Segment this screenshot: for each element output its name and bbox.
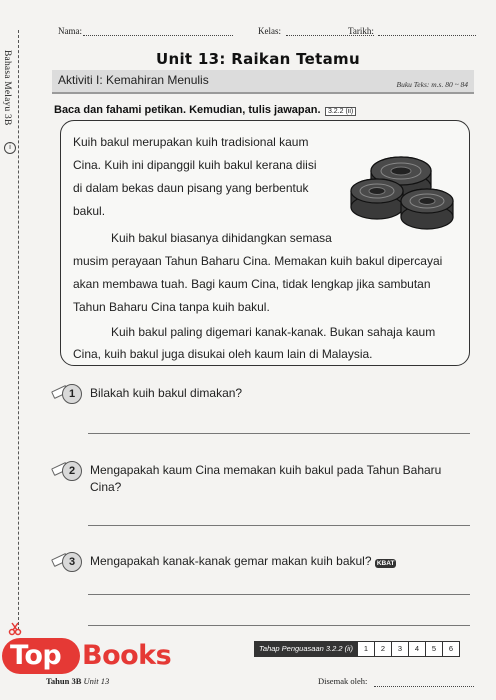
- disemak-field[interactable]: [374, 678, 474, 687]
- question-3-text-body: Mengapakah kanak-kanak gemar makan kuih bakul?: [90, 554, 372, 568]
- mastery-level-4[interactable]: 4: [408, 642, 425, 656]
- cut-guide-line: [18, 30, 19, 630]
- logo-text-top: Top: [10, 640, 62, 671]
- passage-line-9: Kuih bakul paling digemari kanak-kanak. Bukan sahaja kaum: [111, 325, 436, 339]
- tarikh-label: Tarikh:: [348, 26, 374, 36]
- passage-line-6: musim perayaan Tahun Baharu Cina. Memakan kuih bakul dipercayai: [73, 254, 443, 268]
- scissors-icon: [8, 622, 22, 636]
- mastery-level-2[interactable]: 2: [374, 642, 391, 656]
- nama-label: Nama:: [58, 26, 82, 36]
- footer-unit: Unit 13: [83, 676, 110, 686]
- footer-book-info: [46, 676, 109, 686]
- mastery-level-3[interactable]: 3: [391, 642, 408, 656]
- passage-line-5: Kuih bakul biasanya dihidangkan semasa: [111, 231, 332, 245]
- question-3-text: [90, 554, 396, 568]
- instruction-text: Baca dan fahami petikan. Kemudian, tulis jawapan.: [54, 104, 321, 116]
- nama-field[interactable]: [83, 27, 233, 36]
- question-2-text-line-2: Cina?: [90, 480, 122, 494]
- logo-text-books: Books: [82, 640, 172, 671]
- kbat-badge: KBAT: [376, 560, 395, 567]
- mastery-level-1[interactable]: 1: [357, 642, 374, 656]
- passage-box: [60, 120, 470, 366]
- textbook-reference: Buku Teks: m.s. 80 ~ 84: [396, 80, 468, 89]
- question-1-marker: [52, 384, 82, 404]
- question-2-answer-line[interactable]: [88, 525, 470, 526]
- question-2-text-line-1: Mengapakah kaum Cina memakan kuih bakul pada Tahun Baharu: [90, 463, 442, 477]
- question-2-number: 2: [62, 461, 82, 481]
- passage-line-3: di dalam bekas daun pisang yang berbentuk: [73, 181, 309, 195]
- spine-book-label: Bahasa Melayu 3B: [2, 50, 12, 126]
- instruction: [54, 100, 356, 118]
- passage-line-7: akan membawa tuah. Bagi kaum Cina, tidak lengkap jika sambutan: [73, 277, 431, 291]
- question-1-answer-line[interactable]: [88, 433, 470, 434]
- activity-title: Aktiviti I: Kemahiran Menulis: [58, 73, 209, 87]
- page-title: Unit 13: Raikan Tetamu: [156, 50, 360, 68]
- passage-line-8: Tahun Baharu Cina tanpa kuih bakul.: [73, 300, 270, 314]
- question-1-text: Bilakah kuih bakul dimakan?: [90, 386, 243, 400]
- mastery-level-5[interactable]: 5: [425, 642, 442, 656]
- question-3-answer-line-2[interactable]: [88, 625, 470, 626]
- topbooks-logo: [2, 636, 192, 676]
- kuih-bakul-illustration: [349, 135, 461, 235]
- question-3-marker: [52, 552, 82, 572]
- passage-line-4: bakul.: [73, 204, 106, 218]
- disemak-label: Disemak oleh:: [318, 676, 368, 686]
- passage-line-1: Kuih bakul merupakan kuih tradisional kaum: [73, 135, 309, 149]
- kelas-label: Kelas:: [258, 26, 281, 36]
- passage-line-2: Cina. Kuih ini dipanggil kuih bakul kerana diisi: [73, 158, 317, 172]
- passage-line-10: Cina, kuih bakul juga disukai oleh kaum lain di Malaysia.: [73, 347, 373, 361]
- question-2-marker: [52, 461, 82, 481]
- mastery-level-label: Tahap Penguasaan 3.2.2 (ii): [255, 642, 357, 656]
- skill-code-badge: 3.2.2 (ii): [325, 107, 356, 116]
- question-1-number: 1: [62, 384, 82, 404]
- mastery-level-6[interactable]: 6: [442, 642, 459, 656]
- question-3-number: 3: [62, 552, 82, 572]
- footer-book: Tahun 3B: [46, 676, 82, 686]
- question-3-answer-line-1[interactable]: [88, 594, 470, 595]
- mastery-level-table: [254, 641, 460, 657]
- tarikh-field[interactable]: [378, 27, 476, 36]
- header-fields: [58, 26, 478, 38]
- activity-banner: [52, 70, 474, 94]
- spine-page-marker: i: [4, 142, 16, 154]
